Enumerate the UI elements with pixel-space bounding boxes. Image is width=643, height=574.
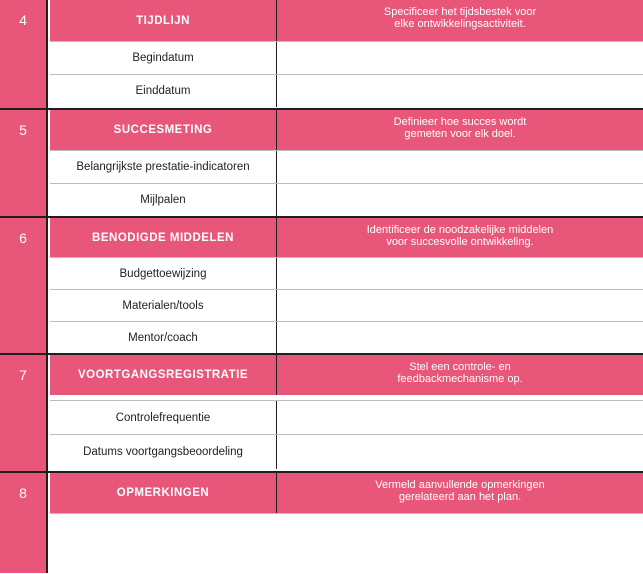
section-description: Stel een controle- en feedbackmechanisme op. [397,361,523,385]
section-number: 5 [0,110,48,216]
section-progress-tracking [0,355,643,472]
section-success-measurement [0,110,643,216]
table-row[interactable] [50,289,643,322]
table-row[interactable] [50,257,643,290]
table-row[interactable] [50,41,643,74]
row-label: Belangrijkste prestatie-indicatoren [50,151,277,183]
section-title: SUCCESMETING [50,110,277,150]
section-timeline [0,0,643,109]
section-remarks [0,473,643,573]
section-title: OPMERKINGEN [50,473,277,513]
section-header [50,473,643,513]
table-row[interactable] [50,400,643,434]
section-description: Definieer hoe succes wordt gemeten voor elk doel. [393,116,527,140]
row-label: Materialen/tools [50,290,277,322]
section-header [50,110,643,150]
section-number: 8 [0,473,48,573]
row-label: Mijlpalen [50,184,277,216]
section-number: 6 [0,218,48,353]
table-row[interactable] [50,150,643,183]
section-header [50,218,643,257]
section-header [50,0,643,41]
row-label: Einddatum [50,75,277,107]
section-required-resources [0,218,643,353]
section-header [50,355,643,395]
section-title: TIJDLIJN [50,0,277,41]
table-row[interactable] [50,321,643,354]
row-label: Controlefrequentie [50,401,277,434]
row-label: Begindatum [50,42,277,74]
section-title: VOORTGANGSREGISTRATIE [50,355,277,395]
remarks-area[interactable] [50,513,643,574]
row-label: Datums voortgangsbeoordeling [50,435,277,469]
section-description: Vermeld aanvullende opmerkingen gerelateerd aan het plan. [375,479,545,503]
table-row[interactable] [50,434,643,469]
section-number: 7 [0,355,48,472]
row-label: Budgettoewijzing [50,258,277,290]
table-row[interactable] [50,74,643,107]
section-title: BENODIGDE MIDDELEN [50,218,277,257]
section-description: Identificeer de noodzakelijke middelen voor succesvolle ontwikkeling. [366,224,554,248]
row-label: Mentor/coach [50,322,277,354]
section-description: Specificeer het tijdsbestek voor elke ontwikkelingsactiviteit. [383,6,537,30]
section-number: 4 [0,0,48,109]
table-row[interactable] [50,183,643,216]
